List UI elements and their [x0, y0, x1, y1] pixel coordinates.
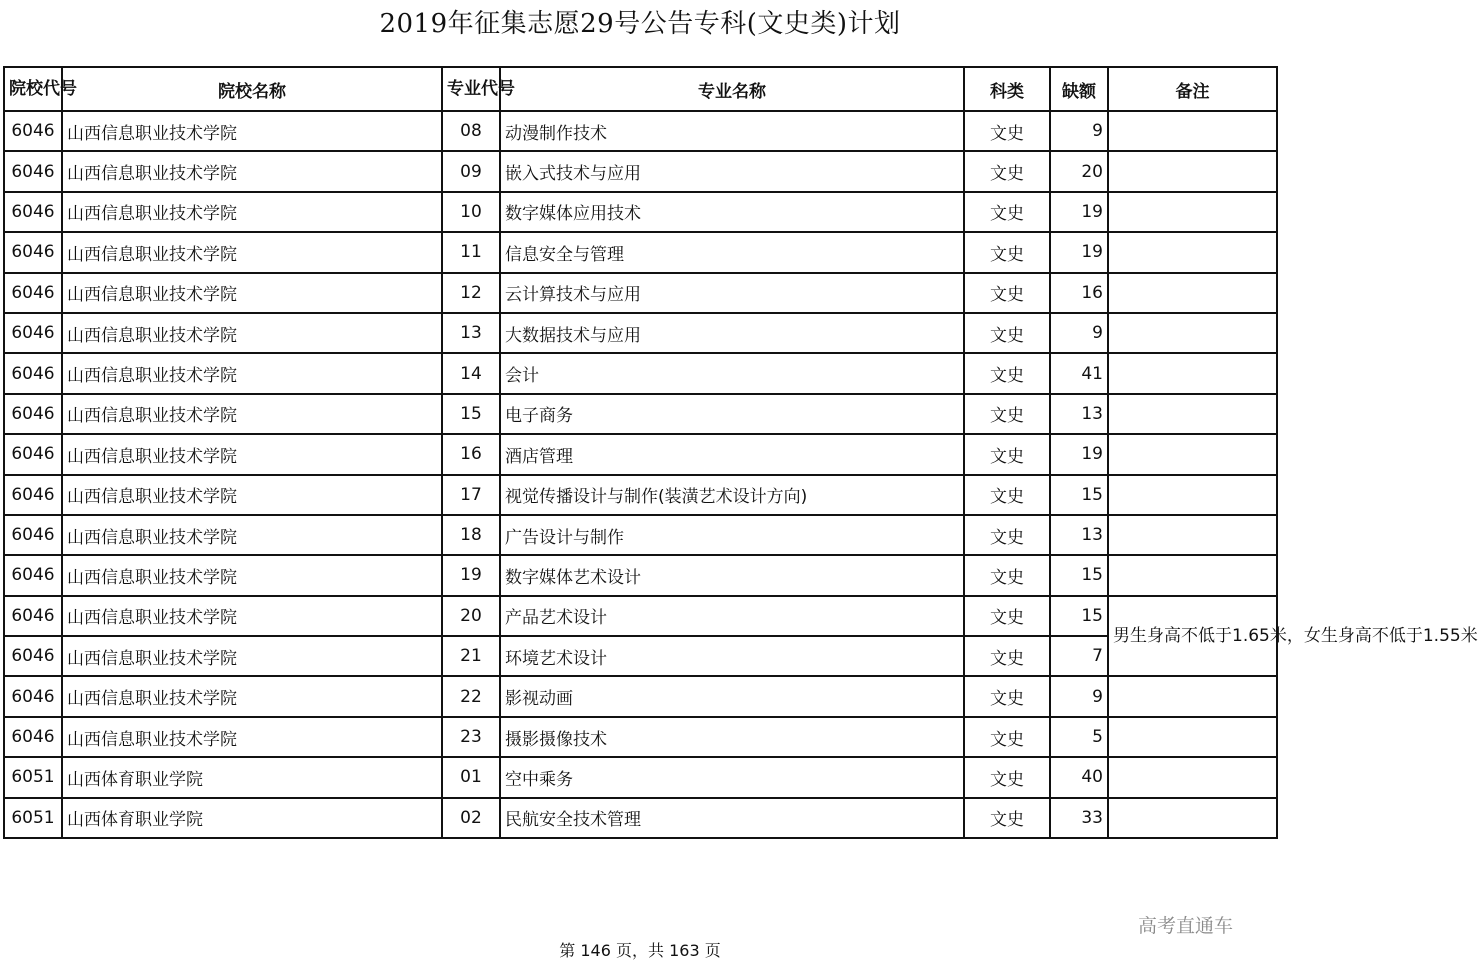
table-row — [4, 151, 1277, 191]
cell-school-code: 6051 — [4, 757, 62, 797]
cell-school-name: 山西信息职业技术学院 — [62, 151, 442, 191]
table-row — [4, 717, 1277, 757]
cell-vacancy: 5 — [1050, 717, 1108, 757]
cell-school-code: 6046 — [4, 717, 62, 757]
table-row — [4, 111, 1277, 151]
cell-school-code: 6051 — [4, 798, 62, 838]
cell-major-code: 11 — [442, 232, 500, 272]
cell-school-code: 6046 — [4, 273, 62, 313]
watermark: 高考直通车 — [1138, 915, 1234, 937]
cell-school-code: 6046 — [4, 676, 62, 716]
cell-school-name: 山西信息职业技术学院 — [62, 434, 442, 474]
cell-category: 文史 — [964, 111, 1050, 151]
cell-note — [1108, 353, 1277, 393]
cell-major-code: 19 — [442, 555, 500, 595]
cell-vacancy: 13 — [1050, 394, 1108, 434]
cell-major-code: 17 — [442, 475, 500, 515]
cell-major-name: 大数据技术与应用 — [500, 313, 964, 353]
cell-category: 文史 — [964, 676, 1050, 716]
cell-note — [1108, 232, 1277, 272]
cell-school-name: 山西信息职业技术学院 — [62, 313, 442, 353]
cell-major-name: 广告设计与制作 — [500, 515, 964, 555]
cell-note — [1108, 798, 1277, 838]
cell-note — [1108, 273, 1277, 313]
cell-major-code: 13 — [442, 313, 500, 353]
cell-category: 文史 — [964, 353, 1050, 393]
cell-school-code: 6046 — [4, 232, 62, 272]
cell-vacancy: 19 — [1050, 192, 1108, 232]
cell-vacancy: 33 — [1050, 798, 1108, 838]
cell-note-merged: 男生身高不低于1.65米，女生身高不低于1.55米 — [1108, 596, 1277, 677]
cell-category: 文史 — [964, 636, 1050, 676]
cell-school-name: 山西信息职业技术学院 — [62, 111, 442, 151]
cell-note — [1108, 515, 1277, 555]
cell-major-name: 云计算技术与应用 — [500, 273, 964, 313]
cell-note — [1108, 475, 1277, 515]
table-row — [4, 475, 1277, 515]
table-row — [4, 353, 1277, 393]
cell-school-code: 6046 — [4, 313, 62, 353]
cell-school-name: 山西信息职业技术学院 — [62, 515, 442, 555]
cell-category: 文史 — [964, 717, 1050, 757]
admission-plan-table — [3, 66, 1478, 839]
cell-major-code: 10 — [442, 192, 500, 232]
cell-vacancy: 41 — [1050, 353, 1108, 393]
cell-school-name: 山西信息职业技术学院 — [62, 353, 442, 393]
table-row — [4, 555, 1277, 595]
header-major-code: 专业代号 — [442, 67, 500, 111]
cell-category: 文史 — [964, 273, 1050, 313]
cell-school-name: 山西信息职业技术学院 — [62, 676, 442, 716]
table-row — [4, 434, 1277, 474]
cell-major-code: 02 — [442, 798, 500, 838]
cell-category: 文史 — [964, 232, 1050, 272]
cell-major-name: 电子商务 — [500, 394, 964, 434]
cell-category: 文史 — [964, 313, 1050, 353]
cell-major-code: 08 — [442, 111, 500, 151]
cell-school-name: 山西信息职业技术学院 — [62, 192, 442, 232]
cell-major-code: 23 — [442, 717, 500, 757]
table-row — [4, 394, 1277, 434]
cell-school-name: 山西信息职业技术学院 — [62, 596, 442, 636]
cell-major-name: 动漫制作技术 — [500, 111, 964, 151]
cell-school-name: 山西体育职业学院 — [62, 757, 442, 797]
cell-major-code: 22 — [442, 676, 500, 716]
cell-vacancy: 40 — [1050, 757, 1108, 797]
cell-major-name: 民航安全技术管理 — [500, 798, 964, 838]
table-row — [4, 676, 1277, 716]
cell-major-code: 01 — [442, 757, 500, 797]
cell-major-name: 摄影摄像技术 — [500, 717, 964, 757]
cell-note — [1108, 676, 1277, 716]
cell-category: 文史 — [964, 192, 1050, 232]
table-row — [4, 273, 1277, 313]
cell-category: 文史 — [964, 151, 1050, 191]
table-body — [4, 111, 1478, 838]
cell-major-name: 数字媒体艺术设计 — [500, 555, 964, 595]
cell-category: 文史 — [964, 515, 1050, 555]
cell-school-code: 6046 — [4, 596, 62, 636]
cell-vacancy: 9 — [1050, 313, 1108, 353]
cell-major-name: 产品艺术设计 — [500, 596, 964, 636]
table-row — [4, 757, 1277, 797]
cell-vacancy: 16 — [1050, 273, 1108, 313]
header-vacancy: 缺额 — [1050, 67, 1108, 111]
document-title: 2019年征集志愿29号公告专科(文史类)计划 — [379, 9, 901, 39]
cell-school-code: 6046 — [4, 111, 62, 151]
cell-major-code: 12 — [442, 273, 500, 313]
cell-school-name: 山西信息职业技术学院 — [62, 555, 442, 595]
cell-major-name: 信息安全与管理 — [500, 232, 964, 272]
cell-major-name: 视觉传播设计与制作(装潢艺术设计方向) — [500, 475, 964, 515]
header-school-code: 院校代号 — [4, 67, 62, 111]
cell-vacancy: 19 — [1050, 434, 1108, 474]
cell-category: 文史 — [964, 798, 1050, 838]
cell-major-name: 会计 — [500, 353, 964, 393]
cell-vacancy: 19 — [1050, 232, 1108, 272]
table-row — [4, 596, 1277, 636]
cell-school-name: 山西信息职业技术学院 — [62, 394, 442, 434]
cell-major-code: 14 — [442, 353, 500, 393]
cell-major-name: 环境艺术设计 — [500, 636, 964, 676]
cell-major-code: 16 — [442, 434, 500, 474]
cell-school-code: 6046 — [4, 434, 62, 474]
table-row — [4, 232, 1277, 272]
cell-category: 文史 — [964, 434, 1050, 474]
cell-category: 文史 — [964, 757, 1050, 797]
cell-major-name: 数字媒体应用技术 — [500, 192, 964, 232]
cell-school-name: 山西信息职业技术学院 — [62, 273, 442, 313]
cell-major-code: 21 — [442, 636, 500, 676]
cell-vacancy: 15 — [1050, 596, 1108, 636]
cell-major-code: 18 — [442, 515, 500, 555]
cell-school-name: 山西信息职业技术学院 — [62, 232, 442, 272]
cell-vacancy: 7 — [1050, 636, 1108, 676]
cell-school-code: 6046 — [4, 636, 62, 676]
cell-note — [1108, 192, 1277, 232]
header-note: 备注 — [1108, 67, 1277, 111]
cell-school-code: 6046 — [4, 515, 62, 555]
cell-note — [1108, 111, 1277, 151]
cell-school-code: 6046 — [4, 151, 62, 191]
table-row — [4, 515, 1277, 555]
cell-school-name: 山西信息职业技术学院 — [62, 636, 442, 676]
cell-vacancy: 20 — [1050, 151, 1108, 191]
cell-vacancy: 9 — [1050, 111, 1108, 151]
cell-school-code: 6046 — [4, 555, 62, 595]
cell-school-name: 山西体育职业学院 — [62, 798, 442, 838]
cell-major-code: 15 — [442, 394, 500, 434]
cell-major-code: 09 — [442, 151, 500, 191]
page-footer: 第 146 页，共 163 页 — [559, 941, 721, 960]
cell-vacancy: 9 — [1050, 676, 1108, 716]
cell-major-code: 20 — [442, 596, 500, 636]
cell-school-code: 6046 — [4, 353, 62, 393]
cell-category: 文史 — [964, 475, 1050, 515]
cell-category: 文史 — [964, 394, 1050, 434]
cell-school-name: 山西信息职业技术学院 — [62, 717, 442, 757]
cell-school-code: 6046 — [4, 475, 62, 515]
header-category: 科类 — [964, 67, 1050, 111]
cell-school-code: 6046 — [4, 192, 62, 232]
header-major-name: 专业名称 — [500, 67, 964, 111]
table-row — [4, 636, 1277, 676]
table-row — [4, 313, 1277, 353]
cell-major-name: 嵌入式技术与应用 — [500, 151, 964, 191]
cell-vacancy: 15 — [1050, 555, 1108, 595]
cell-major-name: 酒店管理 — [500, 434, 964, 474]
table-header-row — [4, 67, 1277, 111]
cell-category: 文史 — [964, 555, 1050, 595]
cell-note — [1108, 757, 1277, 797]
cell-note — [1108, 555, 1277, 595]
cell-vacancy: 15 — [1050, 475, 1108, 515]
cell-category: 文史 — [964, 596, 1050, 636]
cell-major-name: 空中乘务 — [500, 757, 964, 797]
cell-note — [1108, 151, 1277, 191]
cell-note — [1108, 717, 1277, 757]
cell-school-name: 山西信息职业技术学院 — [62, 475, 442, 515]
table-row — [4, 798, 1277, 838]
header-school-name: 院校名称 — [62, 67, 442, 111]
table-row — [4, 192, 1277, 232]
cell-major-name: 影视动画 — [500, 676, 964, 716]
cell-note — [1108, 434, 1277, 474]
cell-note — [1108, 394, 1277, 434]
cell-note — [1108, 313, 1277, 353]
cell-school-code: 6046 — [4, 394, 62, 434]
cell-vacancy: 13 — [1050, 515, 1108, 555]
